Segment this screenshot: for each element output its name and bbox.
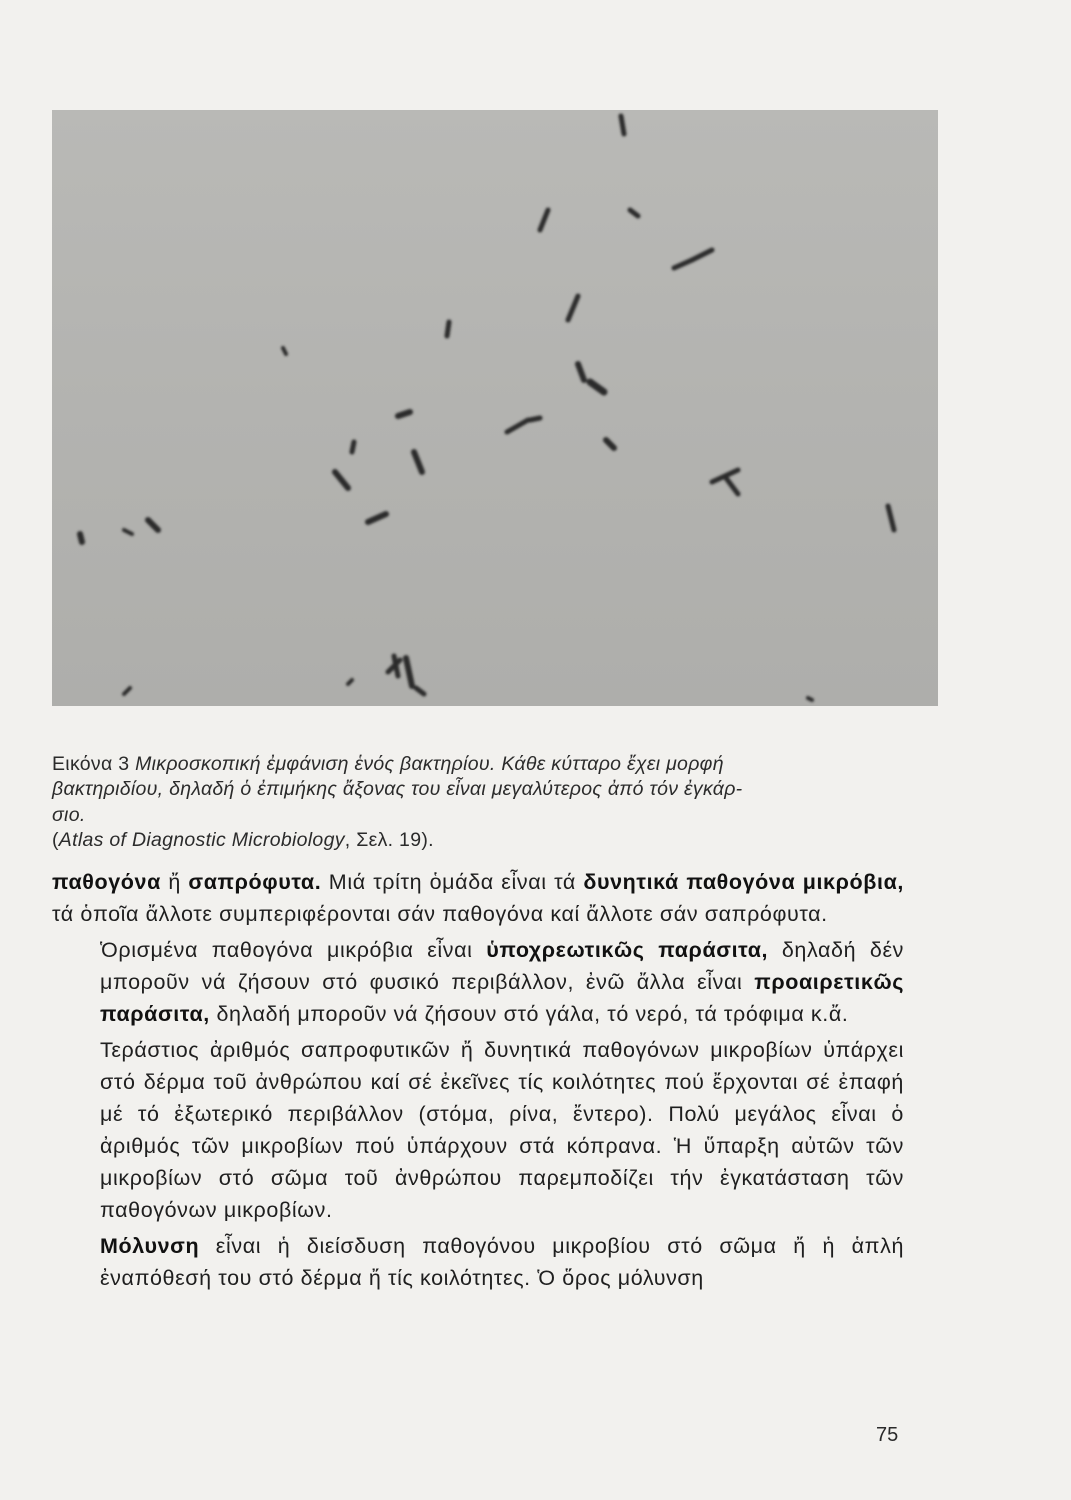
caption-source-title: Atlas of Diagnostic Microbiology [58, 829, 345, 852]
figure-caption [52, 752, 912, 853]
bacteria-rods [52, 110, 938, 706]
paragraph-4: Μόλυνση εἶναι ἡ διείσδυση παθογόνου μικροβίου στό σῶμα ἤ ἡ ἁπλή ἐναπόθεσή του στό δέρμα ἤ τίς κοιλότητες. Ὁ ὅρος μόλυνση [100, 1234, 904, 1290]
microscope-bacteria-image [52, 110, 938, 706]
caption-text-line-2: βακτηριδίου, δηλαδή ὁ ἐπιμήκης ἄξονας του εἶναι μεγαλύτερος ἀπό τόν ἐγκάρ- [52, 778, 743, 801]
paragraph-2: Ὁρισμένα παθογόνα μικρόβια εἶναι ὑποχρεωτικῶς παράσιτα, δηλαδή δέν μποροῦν νά ζήσουν στό φυσικό περιβάλλον, ἐνῶ ἄλλα εἶναι προαιρετικῶς παράσιτα, δηλαδή μποροῦν νά ζήσουν στό γάλα, τό νερό, τά τρόφιμα κ.ἄ. [100, 938, 904, 1026]
caption-text-line-1: Μικροσκοπική ἐμφάνιση ἑνός βακτηρίου. Κάθε κύτταρο ἔχει μορφή [135, 753, 724, 775]
caption-source: (Atlas of Diagnostic Microbiology, Σελ. 19). [52, 829, 434, 852]
caption-text-line-3: σιο. [52, 803, 86, 826]
page-number: 75 [876, 1424, 899, 1446]
paragraph-3: Τεράστιος ἀριθμός σαπροφυτικῶν ἤ δυνητικά παθογόνων μικροβίων ὑπάρχει στό δέρμα τοῦ ἀνθρώπου καί σέ ἐκεῖνες τίς κοιλότητες πού ἔρχονται σέ ἐπαφή μέ τό ἐξωτερικό περιβάλλον (στόμα, ρίνα, ἔντερο). Πολύ μεγάλος εἶναι ὁ ἀριθμός τῶν μικροβίων πού ὑπάρχουν στά κόπρανα. Ἡ ὕπαρξη αὐτῶν τῶν μικροβίων στό σῶμα τοῦ ἀνθρώπου παρεμποδίζει τήν ἐγκατάσταση τῶν παθογόνων μικροβίων. [100, 1038, 904, 1222]
caption-label: Εικόνα 3 [52, 753, 130, 775]
body-text [52, 866, 904, 1298]
paragraph-1: παθογόνα ἤ σαπρόφυτα. Μιά τρίτη ὁμάδα εἶναι τά δυνητικά παθογόνα μικρόβια, τά ὁποῖα ἄλλοτε συμπεριφέρονται σάν παθογόνα καί ἄλλοτε σάν σαπρόφυτα. [52, 870, 904, 926]
